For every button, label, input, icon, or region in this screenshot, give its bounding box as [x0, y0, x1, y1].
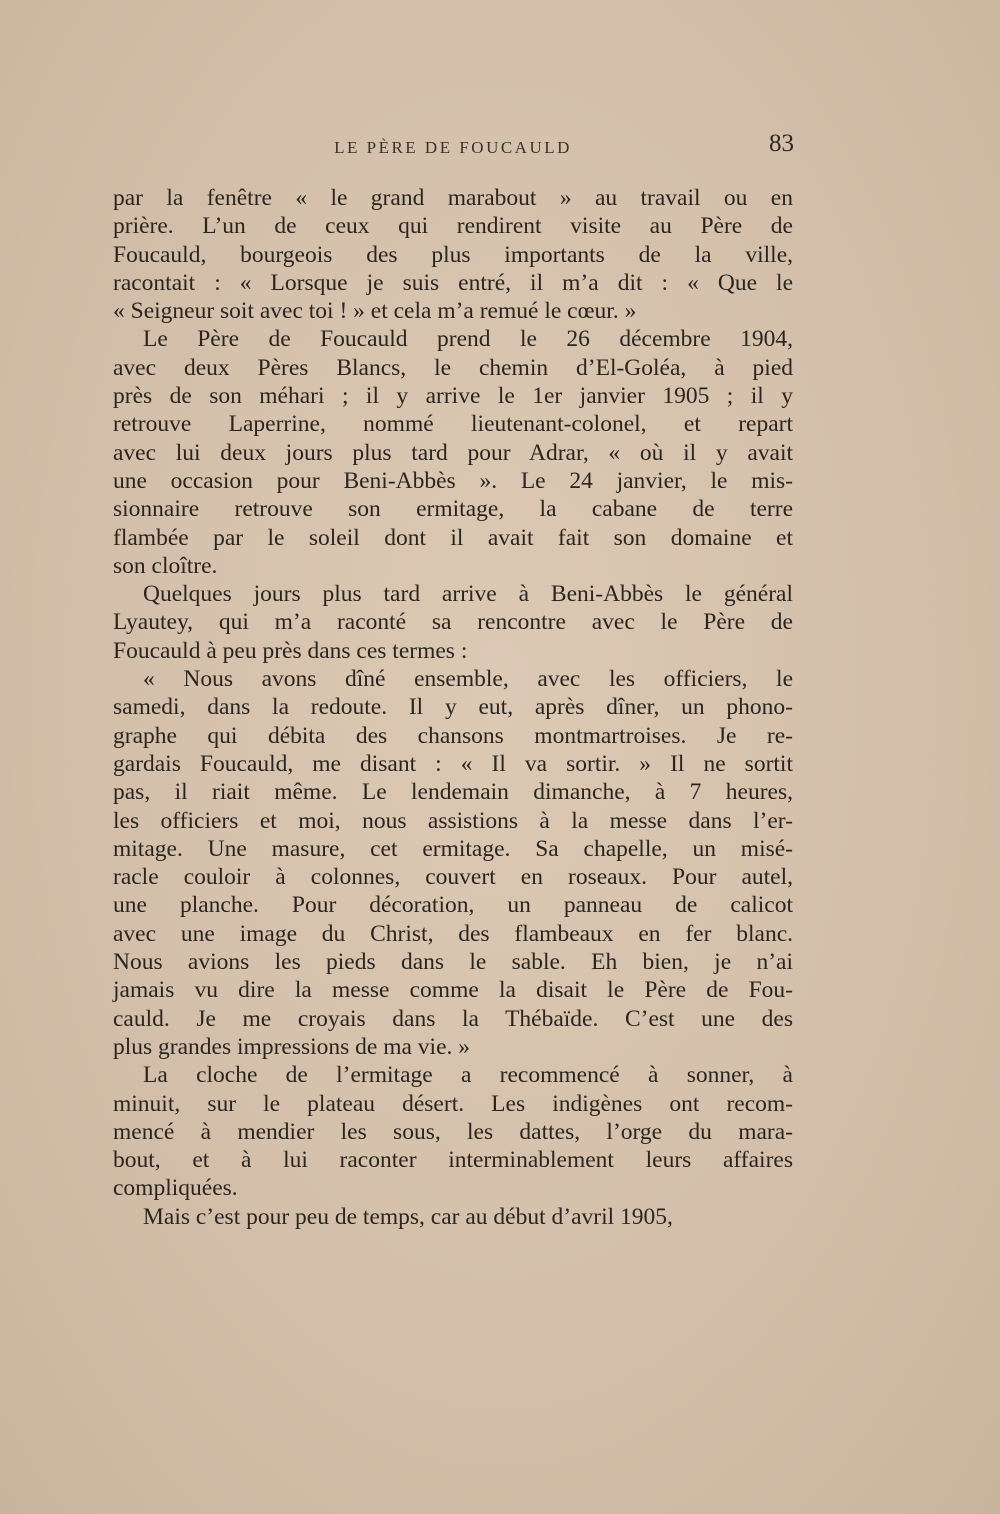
text-line: mencé à mendier les sous, les dattes, l’orge du mara-	[113, 1118, 793, 1145]
text-line: Foucauld à peu près dans ces termes :	[113, 637, 468, 664]
text-line: plus grandes impressions de ma vie. »	[113, 1033, 471, 1060]
running-head	[112, 130, 794, 164]
text-line: retrouve Laperrine, nommé lieutenant-colonel, et repart	[113, 411, 793, 438]
text-line: Le Père de Foucauld prend le 26 décembre 1904,	[143, 326, 793, 353]
text-line: avec lui deux jours plus tard pour Adrar, « où il y avait	[113, 439, 793, 466]
text-line: Lyautey, qui m’a raconté sa rencontre avec le Père de	[113, 609, 793, 636]
text-line: pas, il riait même. Le lendemain dimanche, à 7 heures,	[113, 779, 793, 806]
text-line: flambée par le soleil dont il avait fait son domaine et	[113, 524, 793, 551]
text-line: minuit, sur le plateau désert. Les indigènes ont recom-	[113, 1090, 793, 1117]
running-title: LE PÈRE DE FOUCAULD	[334, 138, 572, 157]
text-line: une planche. Pour décoration, un panneau de calicot	[113, 892, 793, 919]
text-line: Nous avions les pieds dans le sable. Eh bien, je n’ai	[113, 949, 793, 976]
body-text	[113, 184, 793, 1231]
text-line: Foucauld, bourgeois des plus importants de la ville,	[113, 241, 793, 268]
text-line: son cloître.	[113, 552, 218, 579]
text-line: les officiers et moi, nous assistions à la messe dans l’er-	[113, 807, 793, 834]
text-line: Mais c’est pour peu de temps, car au début d’avril 1905,	[143, 1203, 673, 1230]
text-line: racontait : « Lorsque je suis entré, il m’a dit : « Que le	[113, 269, 793, 296]
text-line: Quelques jours plus tard arrive à Beni-Abbès le général	[143, 581, 793, 608]
text-line: La cloche de l’ermitage a recommencé à sonner, à	[143, 1062, 793, 1089]
text-line: « Seigneur soit avec toi ! » et cela m’a remué le cœur. »	[113, 298, 637, 325]
text-line: mitage. Une masure, cet ermitage. Sa chapelle, un misé-	[113, 835, 793, 862]
text-line: « Nous avons dîné ensemble, avec les officiers, le	[143, 666, 793, 693]
text-line: bout, et à lui raconter interminablement leurs affaires	[113, 1147, 793, 1174]
text-line: jamais vu dire la messe comme la disait le Père de Fou-	[113, 977, 793, 1004]
text-line: prière. L’un de ceux qui rendirent visite au Père de	[113, 213, 793, 240]
text-line: une occasion pour Beni-Abbès ». Le 24 janvier, le mis-	[113, 467, 793, 494]
text-line: graphe qui débita des chansons montmartroises. Je re-	[113, 722, 793, 749]
text-line: gardais Foucauld, me disant : « Il va sortir. » Il ne sortit	[113, 750, 793, 777]
text-line: samedi, dans la redoute. Il y eut, après dîner, un phono-	[113, 694, 793, 721]
text-line: sionnaire retrouve son ermitage, la cabane de terre	[113, 496, 793, 523]
text-line: racle couloir à colonnes, couvert en roseaux. Pour autel,	[113, 864, 793, 891]
text-line: cauld. Je me croyais dans la Thébaïde. C’est une des	[113, 1005, 793, 1032]
text-line: avec deux Pères Blancs, le chemin d’El-Goléa, à pied	[113, 354, 793, 381]
text-line: compliquées.	[113, 1175, 238, 1202]
text-line: près de son méhari ; il y arrive le 1er janvier 1905 ; il y	[113, 383, 793, 410]
page-number: 83	[769, 130, 794, 157]
text-line: avec une image du Christ, des flambeaux en fer blanc.	[113, 920, 793, 947]
text-line: par la fenêtre « le grand marabout » au travail ou en	[113, 185, 793, 211]
